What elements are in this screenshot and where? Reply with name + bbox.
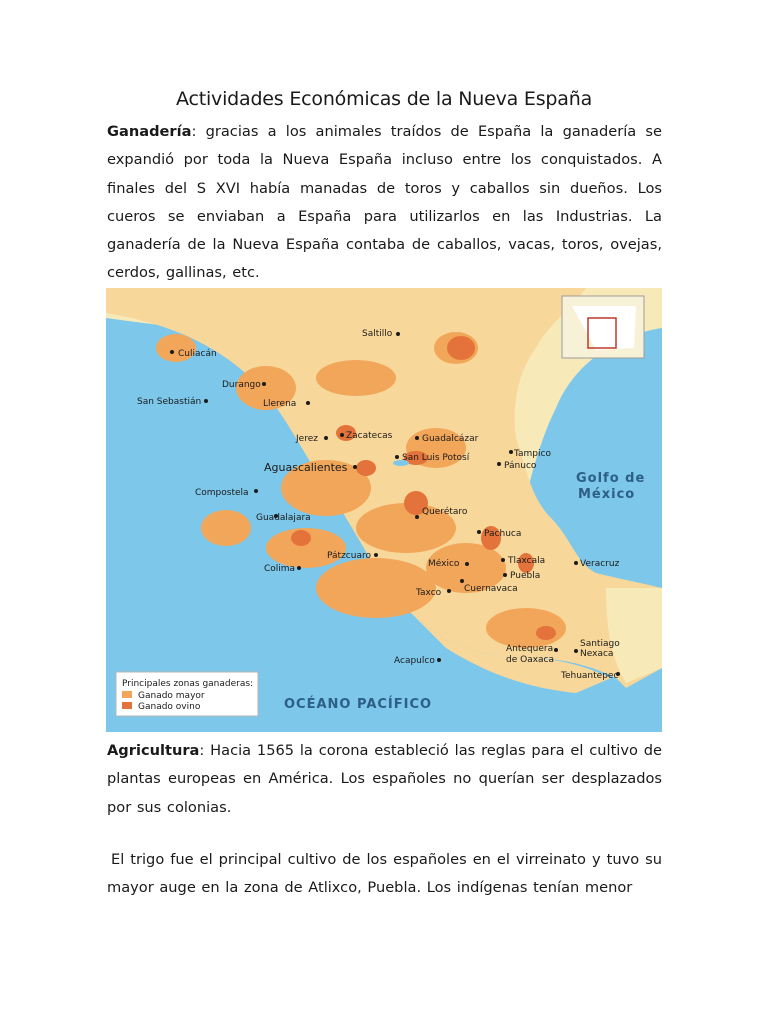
city-acapulco: Acapulco bbox=[394, 656, 435, 666]
city-taxco: Taxco bbox=[416, 588, 442, 598]
city-cuernavaca: Cuernavaca bbox=[464, 584, 518, 594]
legend-ovino: Ganado ovino bbox=[138, 702, 201, 712]
city-pachuca: Pachuca bbox=[484, 529, 522, 539]
city-antequera-1: Antequera bbox=[506, 644, 554, 654]
ganaderia-paragraph bbox=[107, 118, 662, 288]
city-queretaro: Querétaro bbox=[422, 507, 468, 517]
city-durango: Durango bbox=[222, 380, 261, 390]
map-svg bbox=[106, 288, 662, 732]
legend-title: Principales zonas ganaderas: bbox=[122, 679, 254, 689]
city-nexaca: Nexaca bbox=[580, 649, 614, 659]
city-antequera-2: de Oaxaca bbox=[506, 655, 555, 665]
city-guadalajara: Guadalajara bbox=[256, 513, 311, 523]
ganaderia-heading: Ganadería bbox=[107, 123, 192, 140]
legend-swatch-ovino bbox=[122, 702, 132, 709]
city-guadalcazar: Guadalcázar bbox=[422, 434, 479, 444]
legend-mayor: Ganado mayor bbox=[138, 691, 205, 701]
city-veracruz: Veracruz bbox=[580, 559, 620, 569]
city-colima: Colima bbox=[264, 564, 296, 574]
city-compostela: Compostela bbox=[195, 488, 249, 498]
trigo-paragraph: El trigo fue el principal cultivo de los españoles en el virreinato y tuvo su mayor auge en la zona de Atlixco, Puebla. Los indígenas tenían menor bbox=[107, 851, 662, 897]
city-zacatecas: Zacatecas bbox=[346, 431, 393, 441]
city-mexico: México bbox=[428, 559, 460, 569]
city-aguascalientes: Aguascalientes bbox=[264, 461, 348, 474]
city-saltillo: Saltillo bbox=[362, 329, 393, 339]
city-santiago: Santiago bbox=[580, 639, 620, 649]
agricultura-text: : Hacia 1565 la corona estableció las reglas para el cultivo de plantas europeas en América. Los españoles no querían ser desplazados por sus colonias. bbox=[107, 742, 662, 816]
city-culiacan: Culiacán bbox=[178, 349, 217, 359]
ganaderia-text: : gracias a los animales traídos de España la ganadería se expandió por toda la Nueva España incluso entre los conquistados. A finales del S XVI había manadas de toros y caballos sin dueños. Los cueros se enviaban a España para utilizarlos en las Industrias. La ganadería de la Nueva España contaba de caballos, vacas, toros, ovejas, cerdos, gallinas, etc. bbox=[107, 123, 662, 282]
city-tehuantepec: Tehuantepec bbox=[561, 671, 619, 681]
city-san-sebastian: San Sebastián bbox=[137, 397, 202, 407]
city-tampico: Tampico bbox=[514, 449, 551, 459]
lake-chapala bbox=[308, 520, 340, 528]
gulf-label-1: Golfo de bbox=[576, 471, 646, 486]
pacific-label: OCÉANO PACÍFICO bbox=[284, 697, 433, 712]
city-patzcuaro: Pátzcuaro bbox=[327, 551, 371, 561]
city-san-luis: San Luis Potosí bbox=[402, 453, 470, 463]
legend-swatch-mayor bbox=[122, 691, 132, 698]
city-llerena: Llerena bbox=[263, 399, 297, 409]
city-tlaxcala: Tlaxcala bbox=[508, 556, 546, 566]
gulf-label-2: México bbox=[578, 487, 636, 502]
city-panuco: Pánuco bbox=[504, 461, 537, 471]
city-jerez: Jerez bbox=[296, 434, 318, 444]
page-title: Actividades Económicas de la Nueva España bbox=[175, 88, 593, 110]
agricultura-heading: Agricultura bbox=[107, 742, 200, 759]
livestock-map bbox=[106, 288, 662, 732]
agricultura-paragraph bbox=[107, 737, 662, 822]
city-puebla: Puebla bbox=[510, 571, 541, 581]
